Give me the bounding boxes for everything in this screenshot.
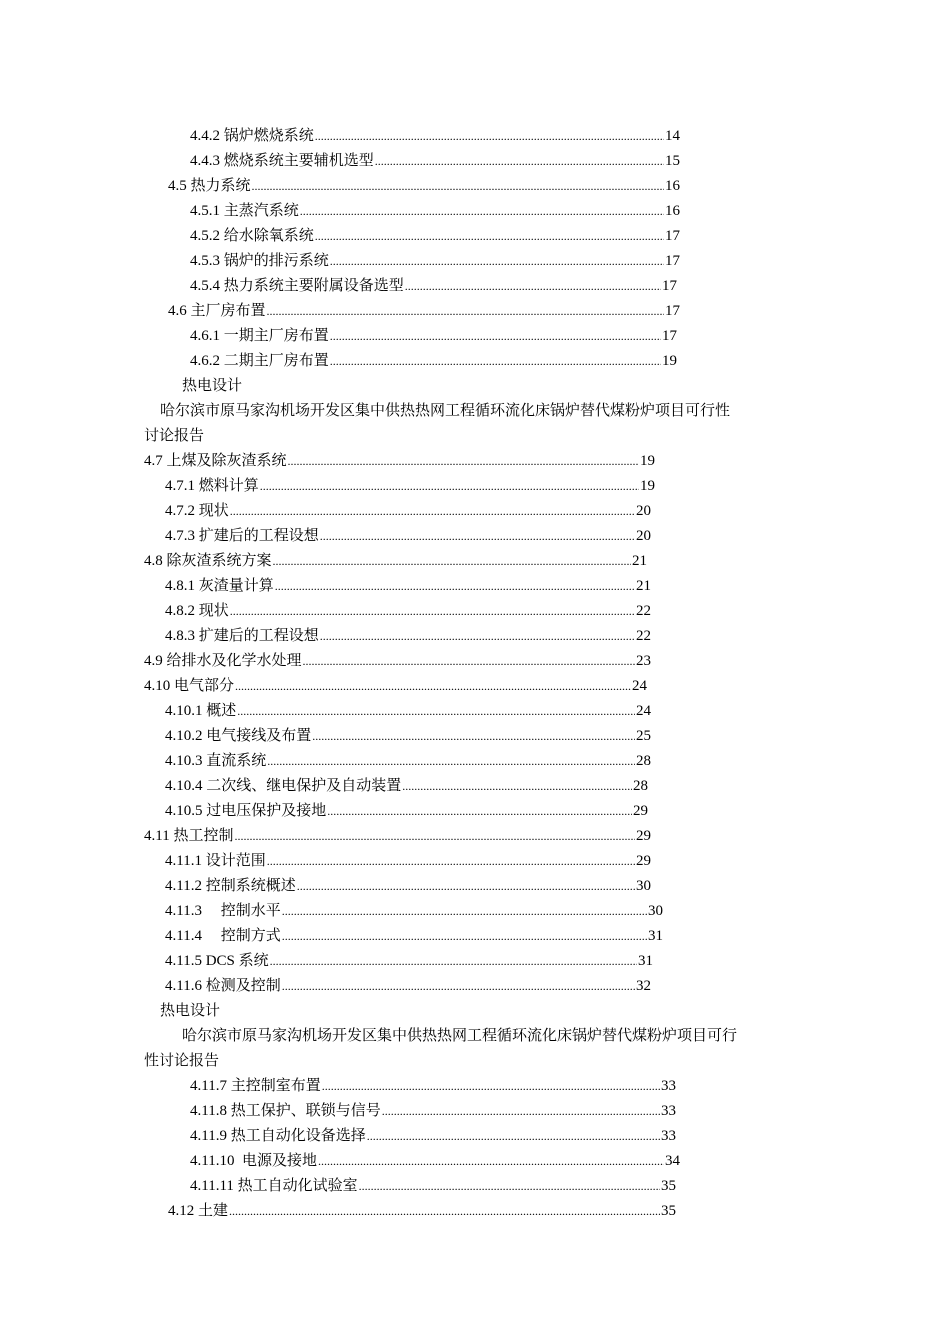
toc-entry[interactable]	[144, 649, 651, 673]
toc-entry-page: 33	[661, 1078, 676, 1094]
toc-entry-page: 22	[636, 603, 651, 619]
toc-entry[interactable]	[165, 499, 651, 523]
toc-leader-dots	[359, 1174, 660, 1198]
toc-leader-dots	[267, 749, 635, 773]
toc-entry[interactable]	[190, 249, 680, 273]
toc-leader-dots	[315, 224, 664, 248]
toc-entry[interactable]	[165, 474, 655, 498]
toc-leader-dots	[367, 1124, 660, 1148]
toc-leader-dots	[322, 1074, 660, 1098]
toc-entry-title: 4.4.3 燃烧系统主要辅机选型	[190, 153, 374, 169]
toc-entry-page: 21	[632, 553, 647, 569]
toc-entry-title: 4.4.2 锅炉燃烧系统	[190, 128, 314, 144]
running-header-title-cont: 性讨论报告	[144, 1053, 220, 1069]
toc-entry-page: 19	[640, 478, 655, 494]
toc-entry-page: 32	[636, 978, 651, 994]
toc-leader-dots	[282, 899, 647, 923]
toc-leader-dots	[303, 649, 635, 673]
toc-entry-title: 4.11 热工控制	[144, 828, 234, 844]
toc-entry[interactable]	[165, 599, 651, 623]
toc-leader-dots	[270, 949, 637, 973]
toc-leader-dots	[330, 349, 661, 373]
toc-leader-dots	[252, 174, 664, 198]
toc-entry-page: 29	[633, 803, 648, 819]
toc-entry-page: 33	[661, 1128, 676, 1144]
toc-entry-title: 4.11.4 控制方式	[165, 928, 281, 944]
toc-leader-dots	[375, 149, 664, 173]
toc-entry-title: 4.11.6 检测及控制	[165, 978, 281, 994]
toc-entry-page: 31	[638, 953, 653, 969]
toc-entry-page: 22	[636, 628, 651, 644]
toc-entry-page: 30	[636, 878, 651, 894]
toc-entry-title: 4.7.1 燃料计算	[165, 478, 259, 494]
toc-leader-dots	[235, 674, 631, 698]
toc-entry-title: 4.11.10 电源及接地	[190, 1153, 317, 1169]
toc-leader-dots	[273, 549, 631, 573]
toc-entry[interactable]	[165, 624, 651, 648]
toc-entry-title: 4.6.2 二期主厂房布置	[190, 353, 329, 369]
toc-entry-page: 35	[661, 1203, 676, 1219]
toc-leader-dots	[312, 724, 635, 748]
toc-entry[interactable]	[165, 799, 648, 823]
toc-entry-page: 33	[661, 1103, 676, 1119]
toc-entry-title: 4.12 土建	[168, 1203, 229, 1219]
toc-entry[interactable]	[190, 224, 680, 248]
toc-entry-page: 17	[665, 303, 680, 319]
toc-leader-dots	[330, 249, 664, 273]
toc-leader-dots	[330, 324, 661, 348]
toc-entry-page: 29	[636, 828, 651, 844]
toc-entry-page: 19	[662, 353, 677, 369]
toc-entry-title: 4.11.9 热工自动化设备选择	[190, 1128, 366, 1144]
toc-entry-title: 4.8.2 现状	[165, 603, 229, 619]
toc-leader-dots	[318, 1149, 664, 1173]
toc-entry[interactable]	[190, 1099, 676, 1123]
toc-entry[interactable]	[165, 899, 663, 923]
running-header-title: 哈尔滨市原马家沟机场开发区集中供热热网工程循环流化床锅炉替代煤粉炉项目可行性	[160, 403, 731, 419]
toc-entry-title: 4.8.3 扩建后的工程设想	[165, 628, 319, 644]
toc-entry[interactable]	[168, 299, 680, 323]
running-header-label: 热电设计	[182, 378, 243, 394]
toc-entry-page: 15	[665, 153, 680, 169]
toc-leader-dots	[382, 1099, 660, 1123]
toc-leader-dots	[327, 799, 632, 823]
toc-leader-dots	[230, 499, 635, 523]
toc-leader-dots	[267, 849, 635, 873]
toc-entry-title: 4.10.1 概述	[165, 703, 237, 719]
toc-entry[interactable]	[190, 274, 677, 298]
toc-entry[interactable]	[190, 1124, 676, 1148]
toc-entry-title: 4.11.3 控制水平	[165, 903, 281, 919]
toc-entry[interactable]	[165, 724, 651, 748]
toc-entry-page: 23	[636, 653, 651, 669]
toc-leader-dots	[282, 924, 647, 948]
running-header-title: 哈尔滨市原马家沟机场开发区集中供热热网工程循环流化床锅炉替代煤粉炉项目可行	[182, 1028, 738, 1044]
toc-entry-title: 4.10.5 过电压保护及接地	[165, 803, 327, 819]
toc-leader-dots	[300, 199, 664, 223]
toc-entry[interactable]	[165, 974, 651, 998]
toc-entry[interactable]	[168, 1199, 676, 1223]
toc-entry[interactable]	[165, 774, 648, 798]
toc-entry-page: 35	[661, 1178, 676, 1194]
toc-entry-title: 4.6.1 一期主厂房布置	[190, 328, 329, 344]
toc-entry-title: 4.6 主厂房布置	[168, 303, 266, 319]
toc-entry-title: 4.5.3 锅炉的排污系统	[190, 253, 329, 269]
running-header-title-cont: 讨论报告	[144, 428, 205, 444]
toc-entry-page: 31	[648, 928, 663, 944]
toc-entry-page: 24	[636, 703, 651, 719]
toc-entry-title: 4.5.2 给水除氧系统	[190, 228, 314, 244]
toc-entry[interactable]	[144, 824, 651, 848]
toc-entry-title: 4.7.2 现状	[165, 503, 229, 519]
toc-entry-page: 17	[662, 278, 677, 294]
toc-entry-title: 4.8.1 灰渣量计算	[165, 578, 274, 594]
toc-entry[interactable]	[190, 199, 680, 223]
toc-entry-title: 4.5.4 热力系统主要附属设备选型	[190, 278, 404, 294]
toc-entry-title: 4.10.2 电气接线及布置	[165, 728, 312, 744]
toc-entry[interactable]	[190, 349, 677, 373]
toc-entry-title: 4.9 给排水及化学水处理	[144, 653, 302, 669]
toc-leader-dots	[297, 874, 635, 898]
toc-entry-title: 4.5 热力系统	[168, 178, 251, 194]
toc-leader-dots	[315, 124, 664, 148]
toc-entry-page: 30	[648, 903, 663, 919]
toc-entry[interactable]	[165, 874, 651, 898]
toc-entry-title: 4.11.1 设计范围	[165, 853, 266, 869]
toc-entry[interactable]	[168, 174, 680, 198]
toc-entry[interactable]	[190, 1149, 680, 1173]
toc-entry[interactable]	[190, 324, 677, 348]
toc-leader-dots	[229, 1199, 660, 1223]
toc-entry-page: 16	[665, 178, 680, 194]
toc-entry[interactable]	[165, 949, 653, 973]
toc-entry[interactable]	[190, 1074, 676, 1098]
toc-entry-title: 4.7.3 扩建后的工程设想	[165, 528, 319, 544]
toc-entry-title: 4.10.4 二次线、继电保护及自动装置	[165, 778, 402, 794]
toc-entry-page: 21	[636, 578, 651, 594]
toc-entry[interactable]	[190, 149, 680, 173]
toc-leader-dots	[405, 274, 661, 298]
toc-entry[interactable]	[165, 524, 651, 548]
toc-entry-title: 4.10 电气部分	[144, 678, 235, 694]
toc-entry-page: 17	[665, 253, 680, 269]
toc-leader-dots	[237, 699, 635, 723]
toc-entry-title: 4.8 除灰渣系统方案	[144, 553, 272, 569]
toc-entry-page: 17	[665, 228, 680, 244]
toc-entry-page: 25	[636, 728, 651, 744]
toc-entry-title: 4.11.8 热工保护、联锁与信号	[190, 1103, 381, 1119]
toc-entry[interactable]	[190, 124, 680, 148]
toc-entry-page: 17	[662, 328, 677, 344]
toc-entry-page: 28	[633, 778, 648, 794]
toc-entry-page: 29	[636, 853, 651, 869]
toc-leader-dots	[275, 574, 635, 598]
toc-entry[interactable]	[144, 674, 647, 698]
toc-entry-page: 34	[665, 1153, 680, 1169]
toc-entry-title: 4.11.11 热工自动化试验室	[190, 1178, 358, 1194]
toc-leader-dots	[320, 524, 635, 548]
toc-leader-dots	[267, 299, 664, 323]
toc-entry[interactable]	[190, 1174, 676, 1198]
toc-entry[interactable]	[165, 849, 651, 873]
toc-entry-title: 4.10.3 直流系统	[165, 753, 267, 769]
toc-entry[interactable]	[165, 924, 663, 948]
toc-entry-title: 4.7 上煤及除灰渣系统	[144, 453, 287, 469]
toc-entry-page: 20	[636, 528, 651, 544]
toc-entry-page: 14	[665, 128, 680, 144]
toc-entry[interactable]	[165, 699, 651, 723]
toc-leader-dots	[282, 974, 635, 998]
toc-entry-page: 28	[636, 753, 651, 769]
running-header-label: 热电设计	[160, 1003, 221, 1019]
toc-entry-title: 4.11.7 主控制室布置	[190, 1078, 321, 1094]
toc-leader-dots	[320, 624, 635, 648]
toc-leader-dots	[230, 599, 635, 623]
toc-entry[interactable]	[165, 574, 651, 598]
toc-leader-dots	[402, 774, 632, 798]
toc-entry-page: 16	[665, 203, 680, 219]
toc-entry-page: 24	[632, 678, 647, 694]
toc-leader-dots	[288, 449, 639, 473]
toc-leader-dots	[234, 824, 635, 848]
toc-entry-title: 4.5.1 主蒸汽系统	[190, 203, 299, 219]
toc-entry[interactable]	[144, 449, 655, 473]
toc-entry[interactable]	[144, 549, 647, 573]
toc-entry[interactable]	[165, 749, 651, 773]
toc-entry-page: 19	[640, 453, 655, 469]
toc-entry-title: 4.11.5 DCS 系统	[165, 953, 269, 969]
toc-entry-page: 20	[636, 503, 651, 519]
toc-leader-dots	[260, 474, 639, 498]
toc-entry-title: 4.11.2 控制系统概述	[165, 878, 296, 894]
